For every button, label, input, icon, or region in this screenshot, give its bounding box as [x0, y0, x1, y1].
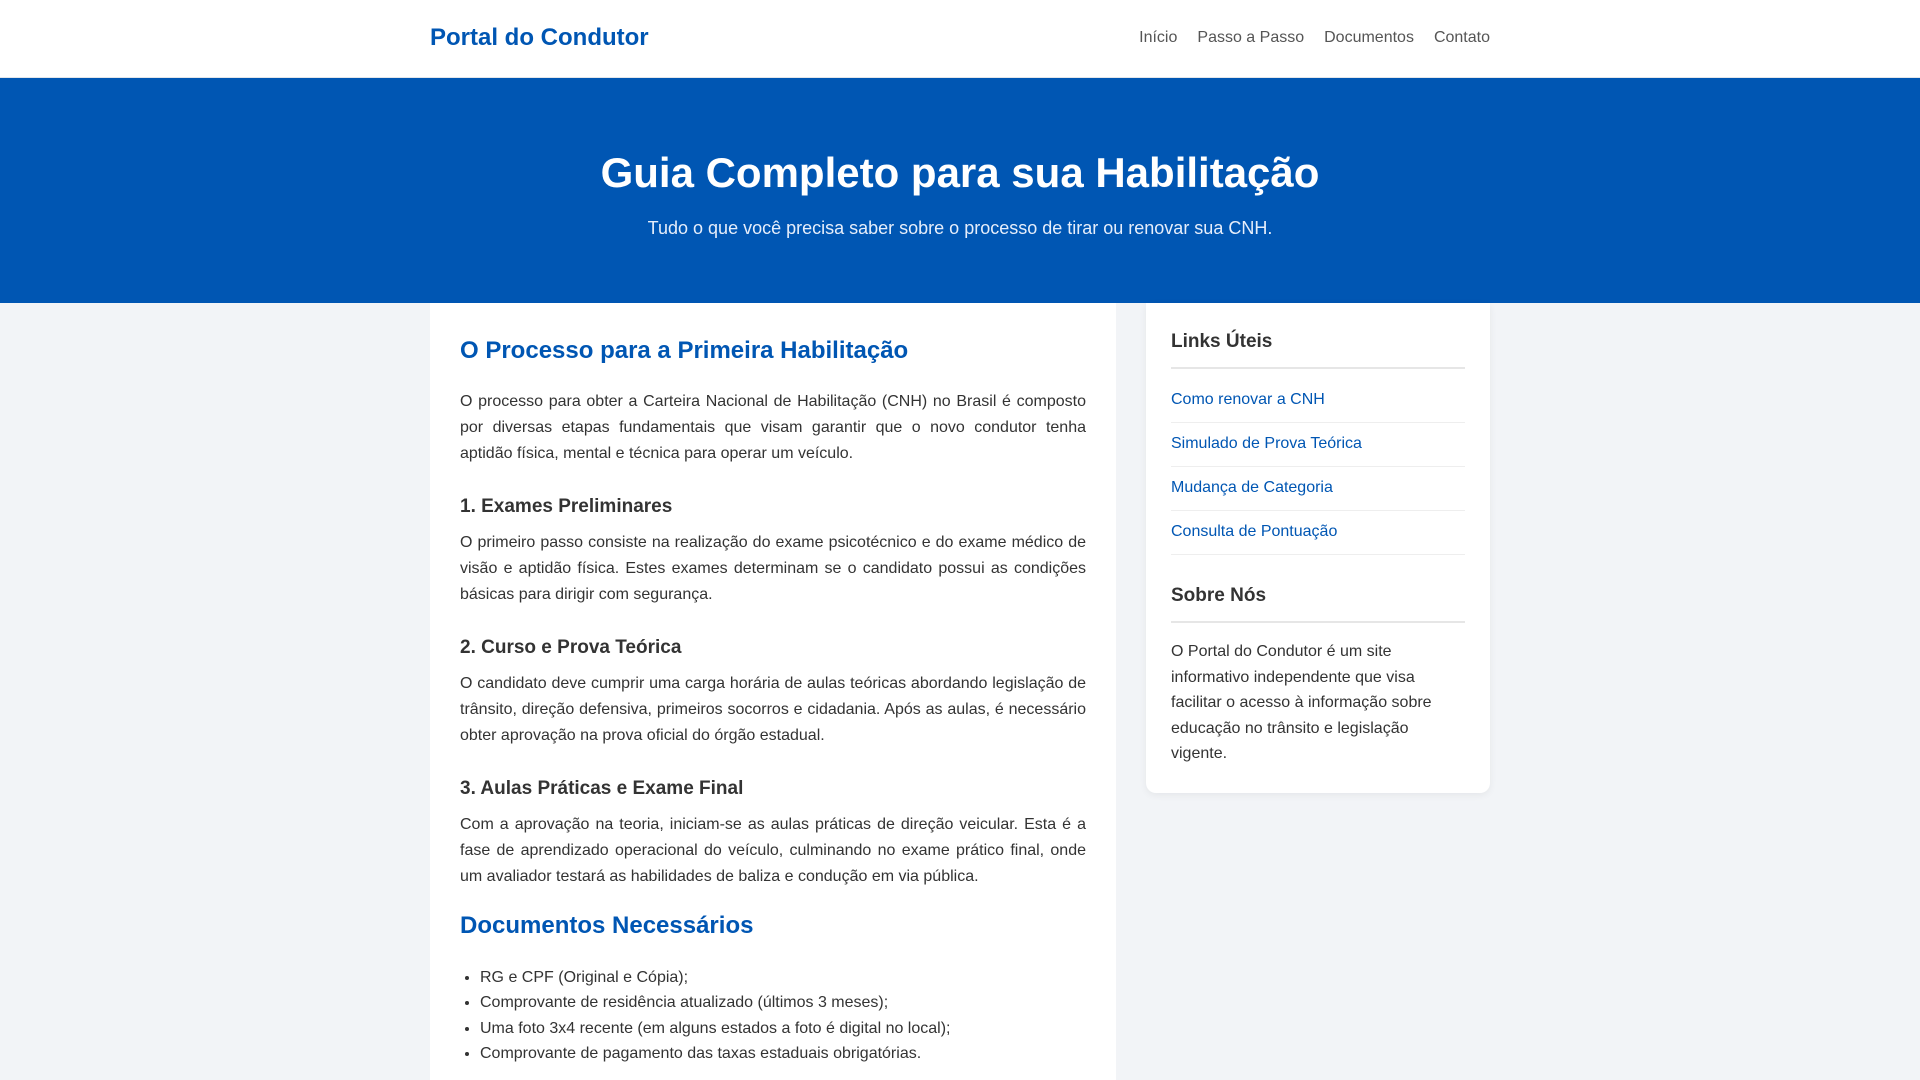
about-text: O Portal do Condutor é um site informativo independente que visa facilitar o acesso à informação sobre educação no trânsito e legislação vigente. [1171, 643, 1432, 762]
site-header [0, 0, 1920, 78]
step-text: O candidato deve cumprir uma carga horária de aulas teóricas abordando legislação de trânsito, direção defensiva, primeiros socorros e cidadania. Após as aulas, é necessário obter aprovação na prova oficial do órgão estadual. [460, 674, 1086, 744]
step-text: O primeiro passo consiste na realização do exame psicotécnico e do exame médico de visão e aptidão física. Estes exames determinam se o candidato possui as condições básicas para dirigir com segurança. [460, 533, 1086, 603]
step-title: 2. Curso e Prova Teórica [460, 636, 682, 658]
intro-paragraph: O processo para obter a Carteira Nacional de Habilitação (CNH) no Brasil é composto por diversas etapas fundamentais que visam garantir que o novo condutor tenha aptidão física, mental e técnica para operar um veículo. [460, 392, 1086, 462]
sidebar-about-title: Sobre Nós [1171, 585, 1465, 623]
nav-link-documentos[interactable]: Documentos [1324, 29, 1414, 46]
step-text: Com a aprovação na teoria, iniciam-se as aulas práticas de direção veicular. Esta é a fase de aprendizado operacional do veículo, culminando no exame prático final, onde um avaliador testará as habilidades de baliza e condução em via pública. [460, 815, 1086, 885]
link-simulado-prova[interactable]: Simulado de Prova Teórica [1171, 435, 1362, 452]
list-item [1171, 511, 1465, 555]
useful-links-list [1171, 379, 1465, 555]
nav-link-inicio[interactable]: Início [1139, 29, 1178, 46]
link-mudanca-categoria[interactable]: Mudança de Categoria [1171, 479, 1333, 496]
hero-title: Guia Completo para sua Habilitação [600, 149, 1320, 196]
list-item: • RG e CPF (Original e Cópia); [480, 965, 1086, 991]
section-title-documents: Documentos Necessários [460, 911, 754, 939]
header-container [430, 0, 1490, 77]
section-title-first-license: O Processo para a Primeira Habilitação [460, 337, 909, 364]
list-item [1171, 423, 1465, 467]
step-title: 1. Exames Preliminares [460, 495, 673, 517]
main-navigation [1139, 29, 1490, 47]
nav-link-passo-a-passo[interactable]: Passo a Passo [1197, 29, 1305, 46]
hero-banner [0, 78, 1920, 303]
sidebar [1146, 303, 1490, 793]
nav-link-contato[interactable]: Contato [1433, 29, 1490, 46]
link-renovar-cnh[interactable]: Como renovar a CNH [1171, 391, 1325, 408]
list-item: • Comprovante de pagamento das taxas estaduais obrigatórias. [480, 1041, 1086, 1067]
list-item: • Comprovante de residência atualizado (últimos 3 meses); [480, 990, 1086, 1016]
sidebar-links-title: Links Úteis [1171, 331, 1465, 369]
list-item [1171, 379, 1465, 423]
list-item: • Uma foto 3x4 recente (em alguns estados a foto é digital no local); [480, 1016, 1086, 1042]
list-item [1171, 467, 1465, 511]
hero-subtitle: Tudo o que você precisa saber sobre o processo de tirar ou renovar sua CNH. [647, 218, 1273, 239]
link-consulta-pontuacao[interactable]: Consulta de Pontuação [1171, 523, 1338, 540]
main-article [430, 303, 1116, 1080]
brand-logo-link[interactable]: Portal do Condutor [430, 24, 649, 51]
content-area [430, 303, 1490, 1080]
documents-list [460, 965, 1086, 1067]
step-title: 3. Aulas Práticas e Exame Final [460, 777, 744, 799]
